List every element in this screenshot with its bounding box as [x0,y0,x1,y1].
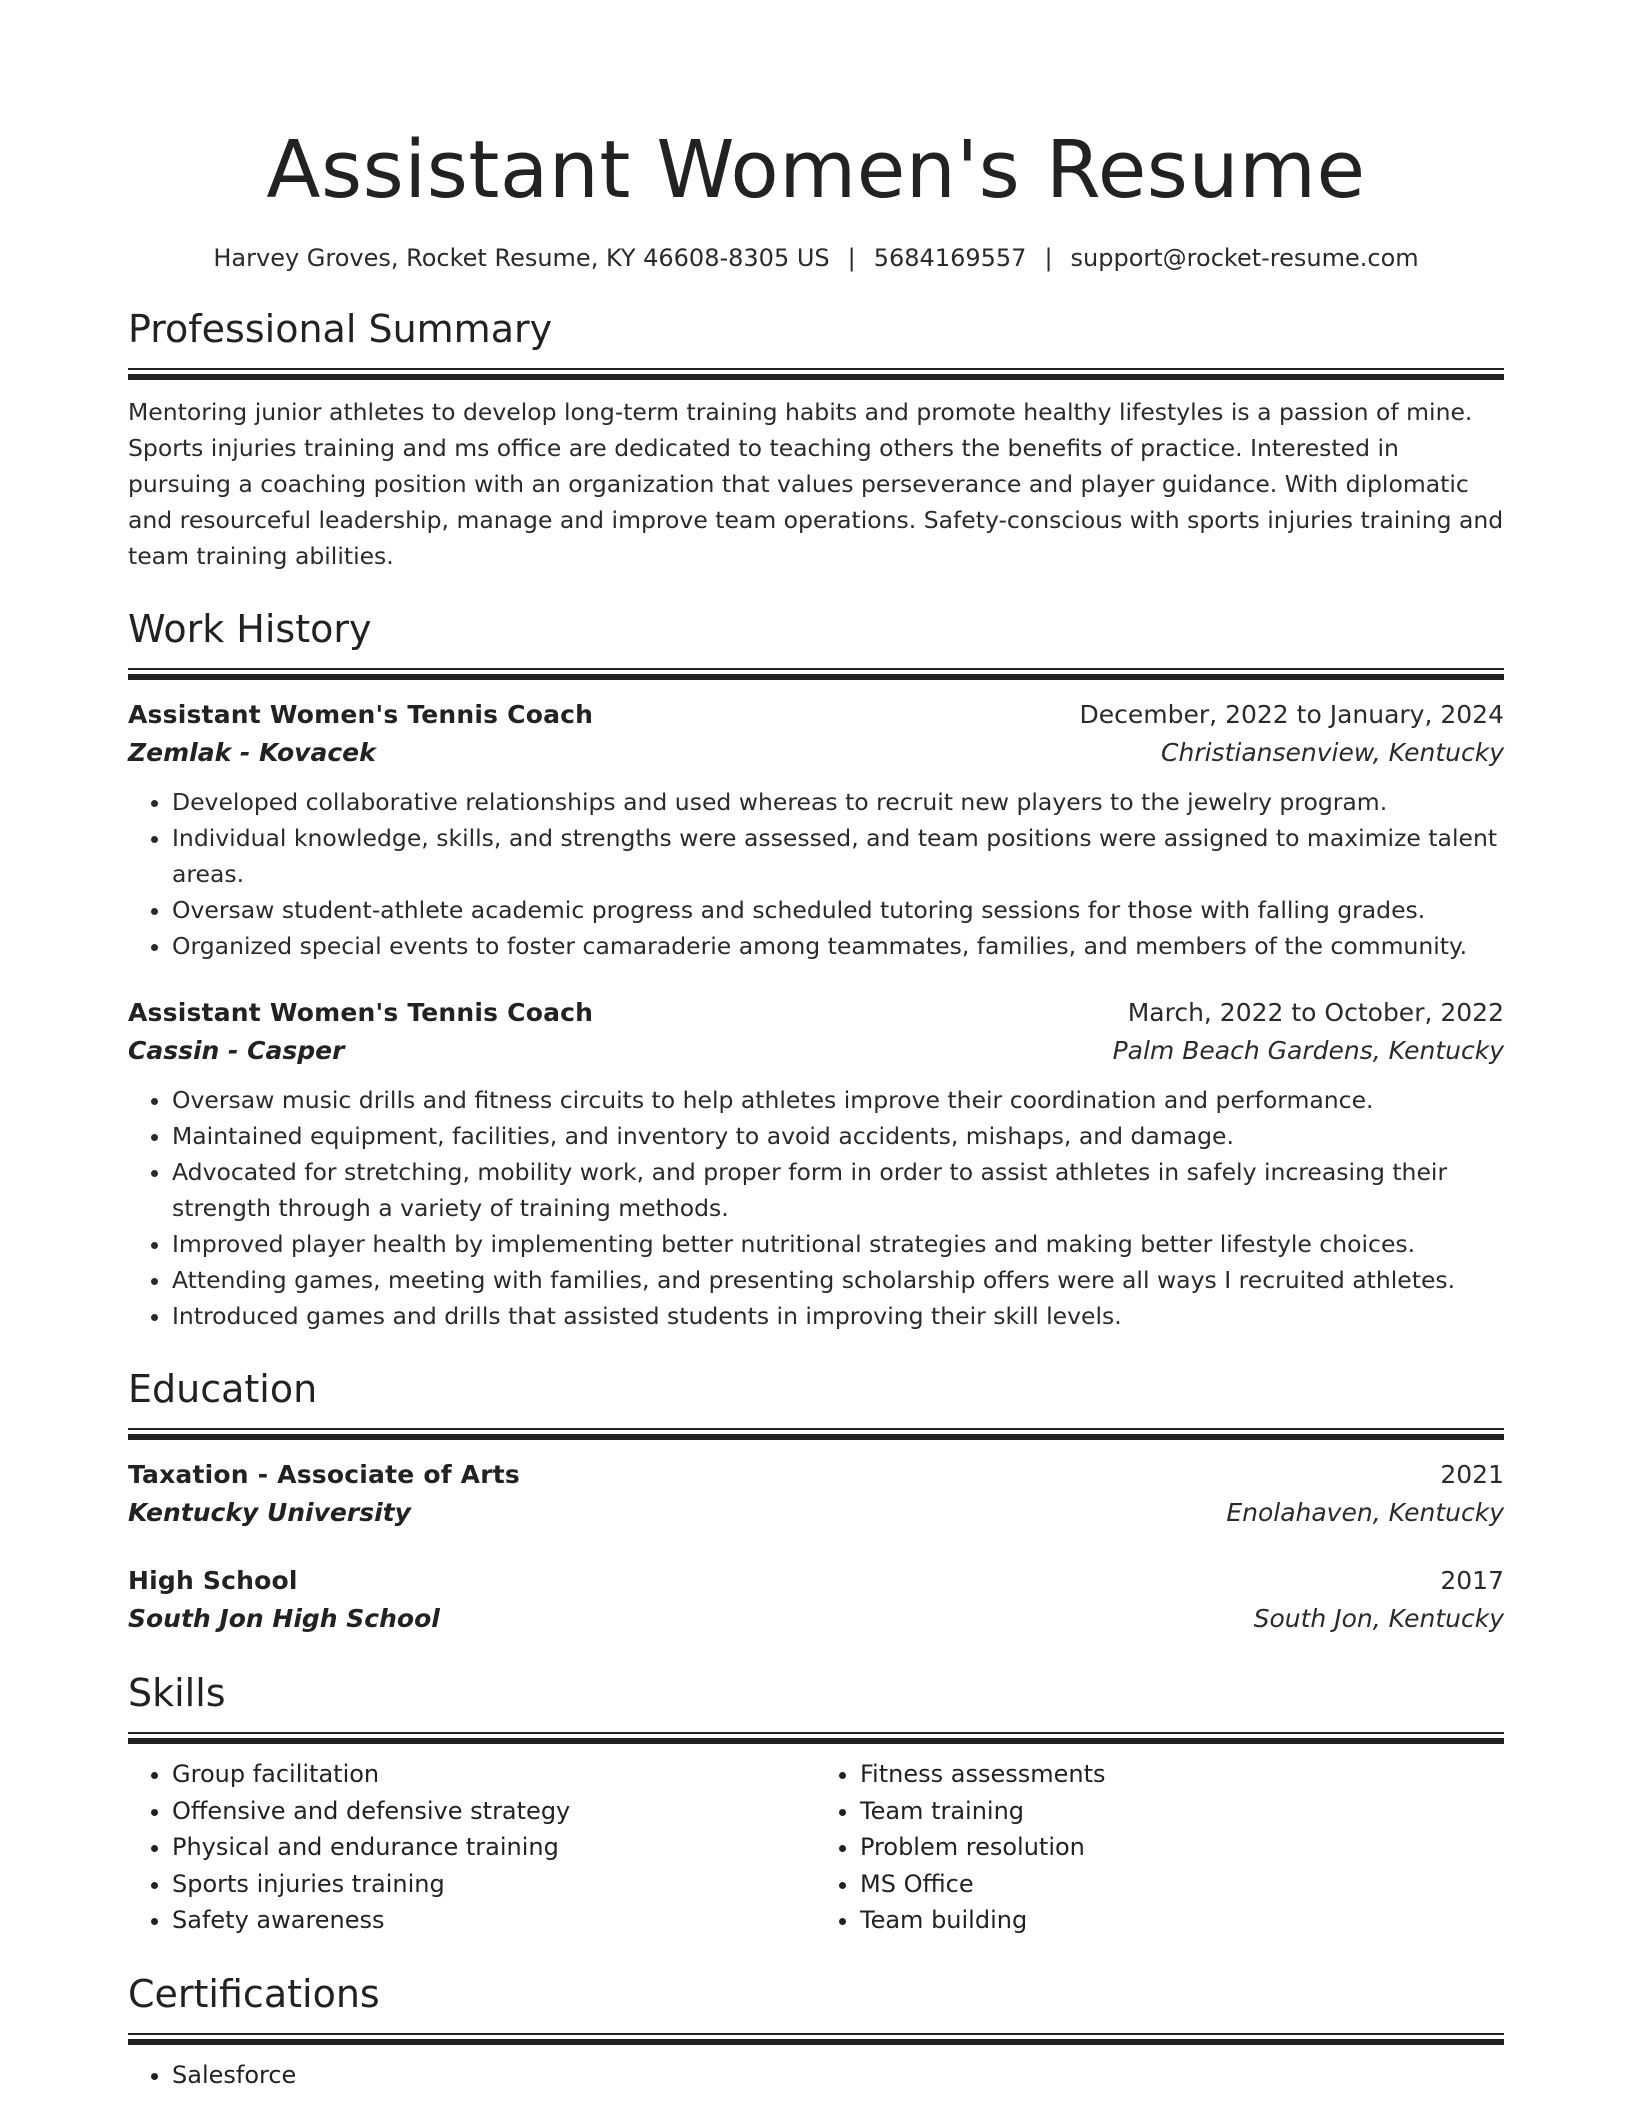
skills-list-left [128,1756,816,1939]
job-bullet: • Developed collaborative relationships and used whereas to recruit new players to the jewelry program. [172,784,1504,820]
job-entry [128,994,1504,1334]
section-heading-work-history: Work History [128,607,372,651]
skill-item: • MS Office [860,1866,1504,1903]
job-dates: March, 2022 to October, 2022 [1127,998,1504,1027]
skills-list-right [816,1756,1504,1939]
education-section [128,1364,1504,1638]
job-location: Palm Beach Gardens, Kentucky [1112,1036,1504,1065]
skill-item: • Group facilitation [172,1756,816,1793]
contact-line [128,242,1504,274]
job-company: Cassin - Casper [128,1036,345,1065]
skill-item: • Fitness assessments [860,1756,1504,1793]
work-history-section [128,604,1504,1334]
section-heading-skills: Skills [128,1671,226,1715]
skill-item: • Safety awareness [172,1902,816,1939]
job-bullet: • Oversaw student-athlete academic progress and scheduled tutoring sessions for those with falling grades. [172,892,1504,928]
job-title: Assistant Women's Tennis Coach [128,700,594,729]
school-location: South Jon, Kentucky [1253,1604,1504,1633]
skill-item: • Team building [860,1902,1504,1939]
school-name: South Jon High School [128,1604,440,1633]
job-bullet: • Oversaw music drills and fitness circuits to help athletes improve their coordination and performance. [172,1082,1504,1118]
job-title: Assistant Women's Tennis Coach [128,998,594,1027]
section-heading-summary: Professional Summary [128,307,553,351]
section-divider [128,1732,1504,1742]
education-year: 2021 [1440,1460,1504,1489]
contact-separator: | [1044,244,1053,272]
job-bullet: • Improved player health by implementing better nutritional strategies and making better lifestyle choices. [172,1226,1504,1262]
skills-section [128,1668,1504,1939]
contact-phone: 5684169557 [873,244,1027,272]
school-location: Enolahaven, Kentucky [1226,1498,1504,1527]
education-entry [128,1456,1504,1532]
job-location: Christiansenview, Kentucky [1161,738,1504,767]
certifications-list [128,2057,1504,2093]
contact-address: Harvey Groves, Rocket Resume, KY 46608-8305 US [213,244,830,272]
job-company: Zemlak - Kovacek [128,738,376,767]
resume-page [128,120,1504,2093]
contact-separator: | [847,244,856,272]
school-name: Kentucky University [128,1498,411,1527]
education-entry [128,1562,1504,1638]
degree: Taxation - Associate of Arts [128,1460,520,1489]
skill-item: • Team training [860,1793,1504,1830]
section-divider [128,668,1504,678]
skill-item: • Offensive and defensive strategy [172,1793,816,1830]
section-divider [128,1428,1504,1438]
job-entry [128,696,1504,964]
job-bullet: • Introduced games and drills that assisted students in improving their skill levels. [172,1298,1504,1334]
job-bullet: • Maintained equipment, facilities, and inventory to avoid accidents, mishaps, and damage. [172,1118,1504,1154]
job-bullet: • Individual knowledge, skills, and strengths were assessed, and team positions were assigned to maximize talent areas. [172,820,1504,892]
resume-title: Assistant Women's Resume [266,124,1366,216]
certification-item: • Salesforce [172,2057,1504,2093]
summary-text: Mentoring junior athletes to develop long-term training habits and promote healthy lifestyles is a passion of mine. Sports injuries training and ms office are dedicated to teaching others the benefits of practice. Interested in pursuing a coaching position with an organization that values perseverance and player guidance. With diplomatic and resourceful leadership, manage and improve team operations. Safety-conscious with sports injuries training and team training abilities. [128,398,1504,570]
section-heading-education: Education [128,1367,318,1411]
section-divider [128,2033,1504,2043]
job-dates: December, 2022 to January, 2024 [1079,700,1504,729]
education-year: 2017 [1440,1566,1504,1595]
job-bullet: • Attending games, meeting with families, and presenting scholarship offers were all ways I recruited athletes. [172,1262,1504,1298]
skill-item: • Problem resolution [860,1829,1504,1866]
section-divider [128,368,1504,378]
degree: High School [128,1566,298,1595]
summary-section [128,304,1504,574]
skill-item: • Sports injuries training [172,1866,816,1903]
job-bullet: • Advocated for stretching, mobility work, and proper form in order to assist athletes in safely increasing their strength through a variety of training methods. [172,1154,1504,1226]
job-bullet: • Organized special events to foster camaraderie among teammates, families, and members of the community. [172,928,1504,964]
section-heading-certifications: Certifications [128,1971,380,2016]
job-bullets [128,784,1504,964]
skill-item: • Physical and endurance training [172,1829,816,1866]
certifications-section [128,1969,1504,2093]
contact-email: support@rocket-resume.com [1070,244,1419,272]
job-bullets [128,1082,1504,1334]
skills-columns [128,1756,1504,1939]
